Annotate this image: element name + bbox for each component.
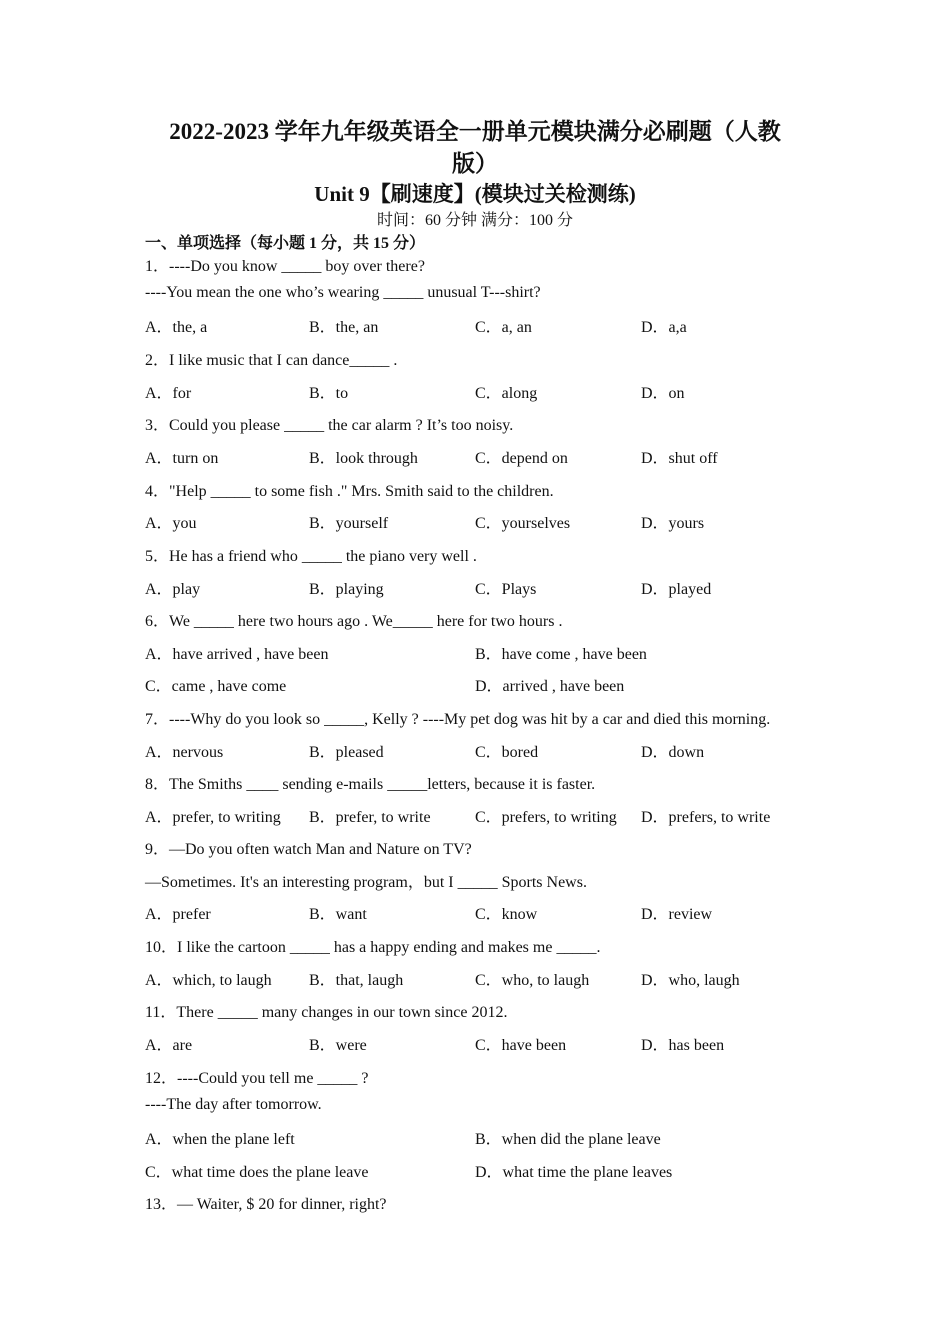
option-b: B．were <box>309 1037 367 1054</box>
exam-meta: 时间：60 分钟 满分：100 分 <box>376 212 573 229</box>
option-d: D．yours <box>641 515 705 532</box>
option-d: D．shut off <box>641 450 718 467</box>
option-a: A．which, to laugh <box>145 972 272 989</box>
option-b: B．prefer, to write <box>309 809 431 826</box>
option-c: C．bored <box>475 744 539 761</box>
question-stem: ----You mean the one who’s wearing _____ unusual T---shirt? <box>145 284 541 301</box>
question-stem: 8．The Smiths ____ sending e-mails _____letters, because it is faster. <box>145 776 596 793</box>
question-stem: 11．There _____ many changes in our town since 2012. <box>145 1004 508 1021</box>
question-stem: 3．Could you please _____ the car alarm ? It’s too noisy. <box>145 417 514 434</box>
option-a: A．are <box>145 1037 193 1054</box>
question-stem: —Sometimes. It's an interesting program，but I _____ Sports News. <box>145 874 587 891</box>
question-stem: 7．----Why do you look so _____, Kelly ? ----My pet dog was hit by a car and died this morning. <box>145 711 771 728</box>
question-stem: 10．I like the cartoon _____ has a happy ending and makes me _____. <box>145 939 601 956</box>
document-title <box>130 116 820 180</box>
option-b: B．yourself <box>309 515 389 532</box>
option-a: A．you <box>145 515 197 532</box>
title-line-1: 2022-2023 学年九年级英语全一册单元模块满分必刷题（人教 <box>169 119 781 144</box>
document-subtitle: Unit 9【刷速度】(模块过关检测练) <box>314 182 636 206</box>
option-b: B．the, an <box>309 319 379 336</box>
option-c: C．yourselves <box>475 515 571 532</box>
option-a: A．for <box>145 385 192 402</box>
option-a: A．prefer <box>145 906 211 923</box>
option-d: D．has been <box>641 1037 725 1054</box>
question-stem: 9．—Do you often watch Man and Nature on TV? <box>145 841 472 858</box>
option-c: C．know <box>475 906 538 923</box>
option-b: B．want <box>309 906 367 923</box>
question-stem: 2．I like music that I can dance_____ . <box>145 352 398 369</box>
option-b: B．have come , have been <box>475 646 647 663</box>
question-stem: ----The day after tomorrow. <box>145 1096 322 1113</box>
option-a: A．when the plane left <box>145 1131 295 1148</box>
option-d: D．played <box>641 581 712 598</box>
option-b: B．to <box>309 385 349 402</box>
option-d: D．a,a <box>641 319 687 336</box>
option-c: C．Plays <box>475 581 537 598</box>
option-c: C．along <box>475 385 538 402</box>
option-b: B．that, laugh <box>309 972 404 989</box>
option-d: D．review <box>641 906 713 923</box>
option-d: D．prefers, to write <box>641 809 771 826</box>
option-c: C．who, to laugh <box>475 972 590 989</box>
question-stem: 6．We _____ here two hours ago . We_____ here for two hours . <box>145 613 563 630</box>
option-d: D．what time the plane leaves <box>475 1164 673 1181</box>
question-stem: 5．He has a friend who _____ the piano very well . <box>145 548 477 565</box>
option-a: A．have arrived , have been <box>145 646 329 663</box>
option-b: B．when did the plane leave <box>475 1131 661 1148</box>
option-d: D．arrived , have been <box>475 678 625 695</box>
question-stem: 13．— Waiter, $ 20 for dinner, right? <box>145 1196 387 1213</box>
option-c: C．what time does the plane leave <box>145 1164 369 1181</box>
option-a: A．the, a <box>145 319 208 336</box>
option-b: B．pleased <box>309 744 384 761</box>
option-c: C．depend on <box>475 450 568 467</box>
section-heading: 一、单项选择（每小题 1 分，共 15 分） <box>145 235 426 252</box>
option-d: D．who, laugh <box>641 972 740 989</box>
option-c: C．have been <box>475 1037 567 1054</box>
question-stem: 1．----Do you know _____ boy over there? <box>145 258 425 275</box>
question-stem: 4．"Help _____ to some fish ." Mrs. Smith said to the children. <box>145 483 554 500</box>
option-c: C．came , have come <box>145 678 287 695</box>
title-line-1b: 版） <box>452 151 498 176</box>
question-stem: 12．----Could you tell me _____ ? <box>145 1070 369 1087</box>
option-a: A．nervous <box>145 744 224 761</box>
option-b: B．look through <box>309 450 418 467</box>
option-c: C．prefers, to writing <box>475 809 617 826</box>
option-d: D．on <box>641 385 685 402</box>
option-a: A．turn on <box>145 450 219 467</box>
option-a: A．play <box>145 581 201 598</box>
option-c: C．a, an <box>475 319 532 336</box>
option-d: D．down <box>641 744 705 761</box>
option-a: A．prefer, to writing <box>145 809 281 826</box>
option-b: B．playing <box>309 581 384 598</box>
